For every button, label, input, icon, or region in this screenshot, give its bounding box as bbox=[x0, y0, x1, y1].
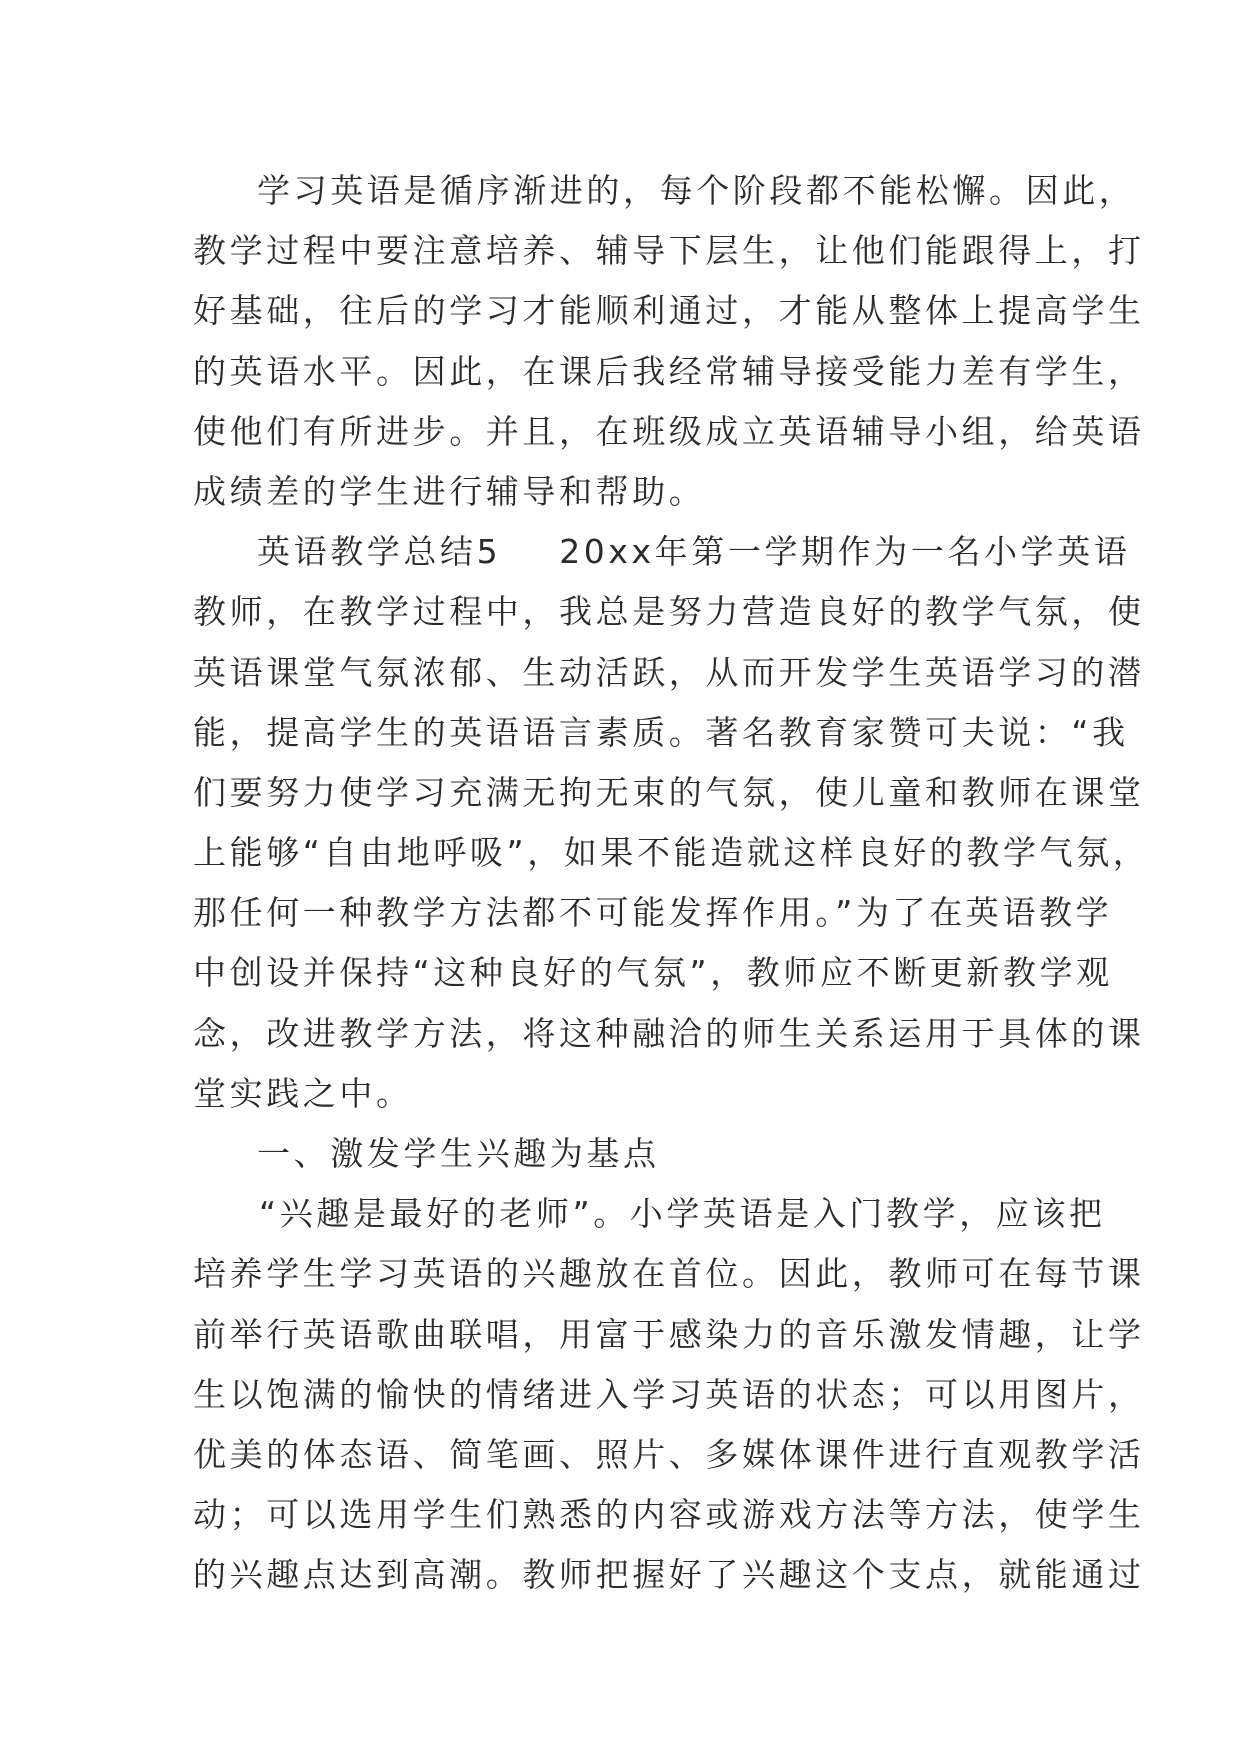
text-line: 生以饱满的愉快的情绪进入学习英语的状态；可以用图片， bbox=[193, 1374, 1145, 1414]
text-line: 前举行英语歌曲联唱，用富于感染力的音乐激发情趣，让学 bbox=[193, 1314, 1145, 1354]
text-line: 们要努力使学习充满无拘无束的气氛，使儿童和教师在课堂 bbox=[193, 772, 1145, 812]
text-line: 堂实践之中。 bbox=[193, 1073, 413, 1113]
text-line: 教师，在教学过程中，我总是努力营造良好的教学气氛，使 bbox=[193, 592, 1145, 632]
subheading-interest: 一、激发学生兴趣为基点 bbox=[257, 1134, 660, 1173]
text-line: 使他们有所进步。并且，在班级成立英语辅导小组，给英语 bbox=[193, 411, 1145, 451]
text-line: “兴趣是最好的老师”。小学英语是入门教学，应该把 bbox=[259, 1194, 1106, 1234]
text-line: 英语课堂气氛浓郁、生动活跃，从而开发学生英语学习的潜 bbox=[193, 652, 1145, 692]
text-line: 上能够“自由地呼吸”，如果不能造就这样良好的教学气氛， bbox=[193, 833, 1150, 873]
text-line: 的兴趣点达到高潮。教师把握好了兴趣这个支点，就能通过 bbox=[193, 1555, 1145, 1595]
text-line: 中创设并保持“这种良好的气氛”，教师应不断更新教学观 bbox=[193, 953, 1113, 993]
paragraph-summary-5 bbox=[193, 522, 1150, 1124]
paragraph-learning-progression bbox=[193, 161, 1145, 522]
text-line: 的英语水平。因此，在课后我经常辅导接受能力差有学生， bbox=[193, 351, 1145, 391]
text-line: 学习英语是循序渐进的，每个阶段都不能松懈。因此， bbox=[257, 171, 1136, 210]
text-line: 优美的体态语、简笔画、照片、多媒体课件进行直观教学活 bbox=[193, 1434, 1145, 1474]
text-line-continuation: 20xx年第一学期作为一名小学英语 bbox=[559, 532, 1131, 572]
subheading-paragraph bbox=[193, 1124, 1053, 1184]
text-line: 培养学生学习英语的兴趣放在首位。因此，教师可在每节课 bbox=[193, 1254, 1145, 1294]
text-line: 成绩差的学生进行辅导和帮助。 bbox=[193, 471, 706, 511]
text-line: 好基础，往后的学习才能顺利通过，才能从整体上提高学生 bbox=[193, 291, 1145, 331]
text-line: 动；可以选用学生们熟悉的内容或游戏方法等方法，使学生 bbox=[193, 1495, 1145, 1535]
text-line: 教学过程中要注意培养、辅导下层生，让他们能跟得上，打 bbox=[193, 231, 1145, 271]
section-heading-line bbox=[193, 522, 1131, 582]
document-body bbox=[193, 161, 1150, 1606]
paragraph-interest bbox=[193, 1184, 1145, 1605]
text-line: 念，改进教学方法，将这种融洽的师生关系运用于具体的课 bbox=[193, 1013, 1145, 1053]
text-line: 能，提高学生的英语语言素质。著名教育家赞可夫说：“我 bbox=[193, 712, 1129, 752]
text-line: 那任何一种教学方法都不可能发挥作用。”为了在英语教学 bbox=[193, 893, 1113, 933]
section-heading: 英语教学总结5 bbox=[257, 532, 502, 572]
